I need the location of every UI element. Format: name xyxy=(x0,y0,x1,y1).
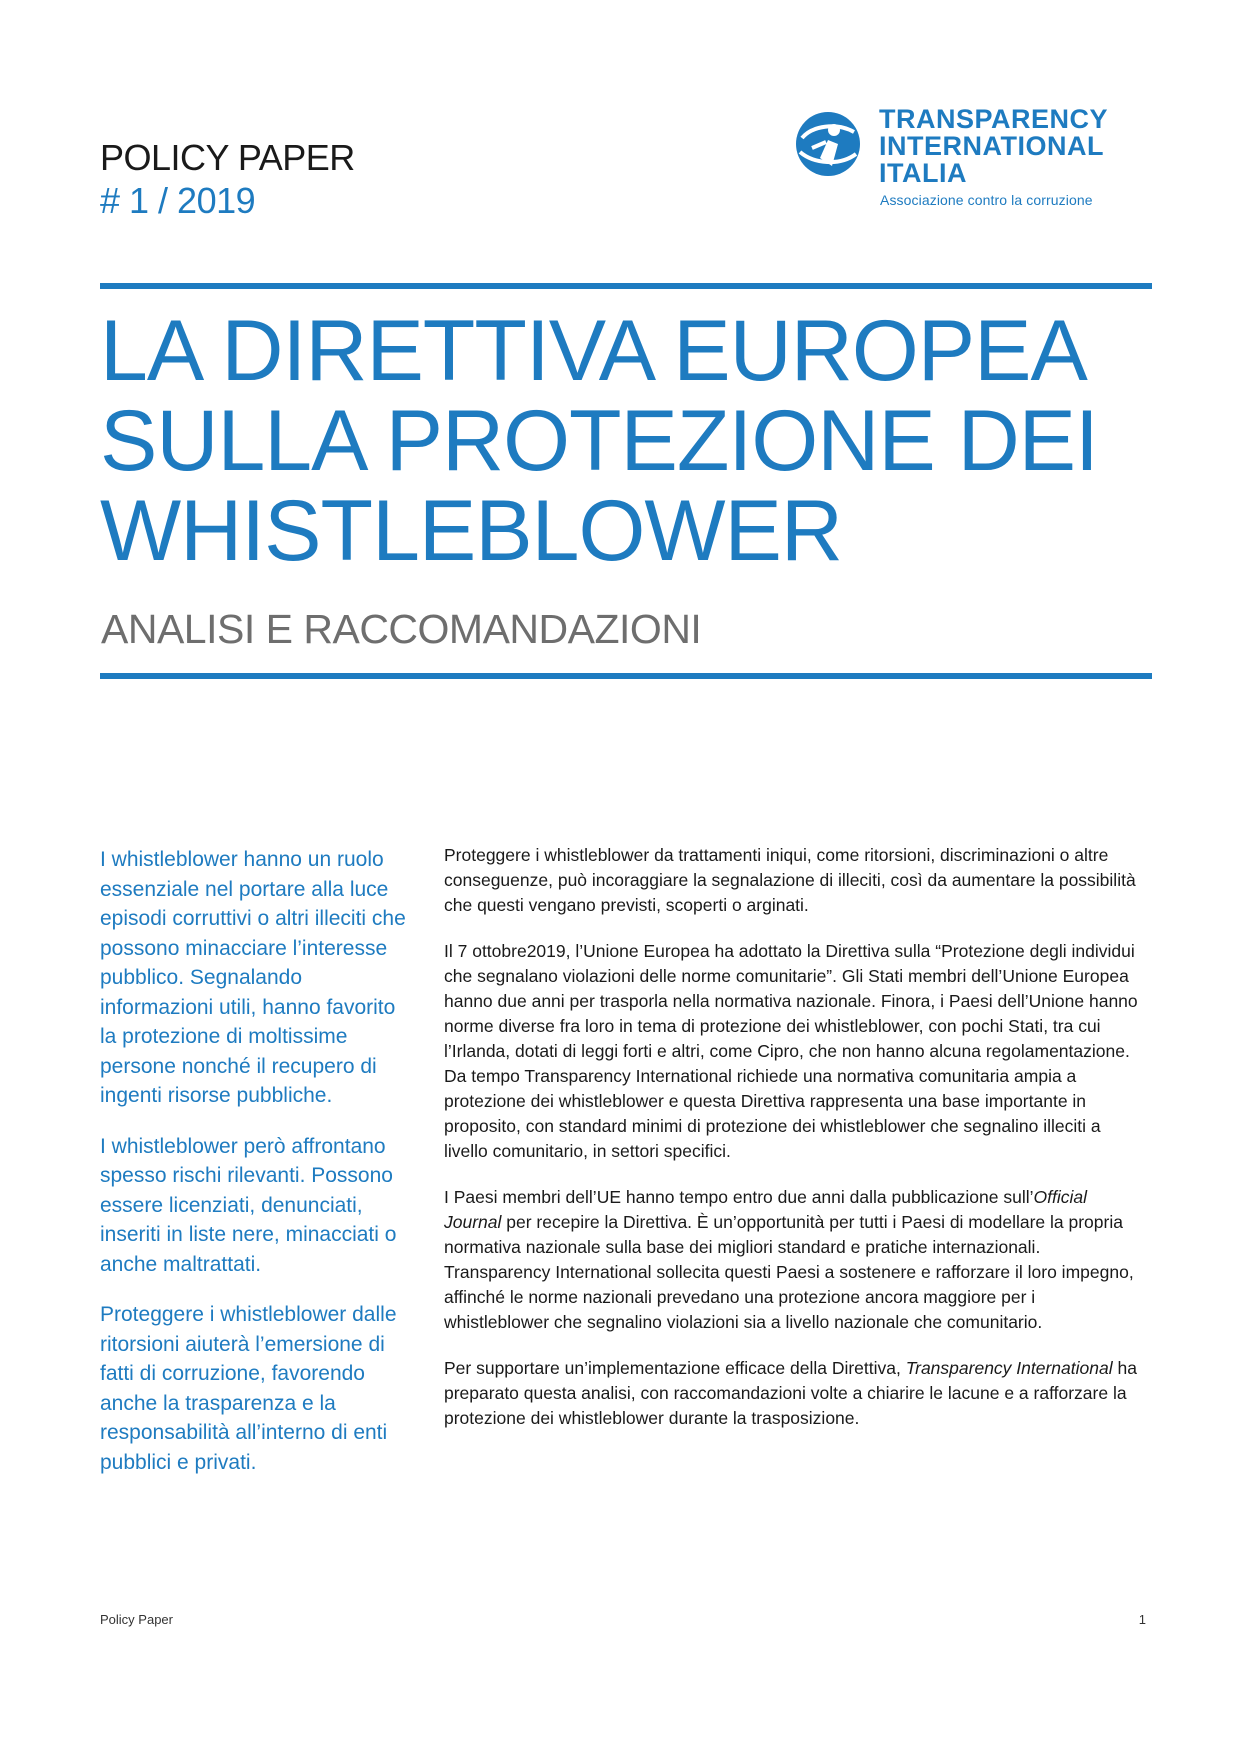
organization-name xyxy=(879,106,1108,187)
issue-number: # 1 / 2019 xyxy=(100,180,256,221)
sidebar-paragraph: Proteggere i whistleblower dalle ritorsioni aiuterà l’emersione di fatti di corruzione, favorendo anche la trasparenza e la responsabilità all’interno di enti pubblici e privati. xyxy=(100,1303,397,1474)
organization-tagline: Associazione contro la corruzione xyxy=(880,192,1093,208)
main-body-text xyxy=(444,843,1144,1452)
page-number: 1 xyxy=(1138,1612,1146,1627)
body-text: per recepire la Direttiva. È un’opportunità per tutti i Paesi di modellare la propria normativa nazionale sulla base dei migliori standard e pratiche internazionali. Transparency International sollecita questi Paesi a sostenere e rafforzare il loro impegno, affinché le norme nazionali prevedano una protezione ancora maggiore per i whistleblower che segnalino violazioni sia a livello nazionale che comunitario. xyxy=(444,1212,1134,1332)
italic-term: Transparency International xyxy=(905,1358,1113,1378)
body-paragraph-3 xyxy=(444,1185,1144,1335)
title-line-1: LA DIRETTIVA EUROPEA xyxy=(100,303,1087,399)
body-text: ha preparato questa analisi, con raccomandazioni volte a chiarire le lacune e a rafforzare la protezione dei whistleblower durante la trasposizione. xyxy=(444,1358,1137,1428)
series-label: POLICY PAPER xyxy=(100,137,355,178)
body-text: I Paesi membri dell’UE hanno tempo entro due anni dalla pubblicazione sull’ xyxy=(444,1187,1034,1207)
org-line-3: ITALIA xyxy=(879,158,967,188)
title-line-3: WHISTLEBLOWER xyxy=(100,483,842,579)
org-line-2: INTERNATIONAL xyxy=(879,131,1104,161)
footer-label: Policy Paper xyxy=(100,1612,173,1627)
policy-header xyxy=(100,136,355,222)
page-subtitle: ANALISI E RACCOMANDAZIONI xyxy=(101,606,702,652)
body-paragraph-4 xyxy=(444,1356,1144,1431)
body-paragraph-1: Proteggere i whistleblower da trattamenti iniqui, come ritorsioni, discriminazioni o altre conseguenze, può incoraggiare la segnalazione di illeciti, così da aumentare la possibilità che questi vengano previsti, scoperti o arginati. xyxy=(444,845,1136,915)
highlight-sidebar xyxy=(100,845,412,1498)
bottom-divider xyxy=(100,673,1152,679)
org-line-1: TRANSPARENCY xyxy=(879,104,1109,134)
sidebar-paragraph: I whistleblower hanno un ruolo essenziale nel portare alla luce episodi corruttivi o altri illeciti che possono minacciare l’interesse pubblico. Segnalando informazioni utili, hanno favorito la protezione di moltissime persone nonché il recupero di ingenti risorse pubbliche. xyxy=(100,848,406,1107)
italic-term: Official Journal xyxy=(444,1187,1087,1232)
sidebar-paragraph: I whistleblower però affrontano spesso rischi rilevanti. Possono essere licenziati, denunciati, inseriti in liste nere, minacciati o anche maltrattati. xyxy=(100,1134,397,1276)
body-text: Per supportare un’implementazione efficace della Direttiva, xyxy=(444,1358,906,1378)
top-divider xyxy=(100,283,1152,289)
title-line-2: SULLA PROTEZIONE DEI xyxy=(100,393,1098,489)
body-paragraph-2: Il 7 ottobre2019, l’Unione Europea ha adottato la Direttiva sulla “Protezione degli individui che segnalano violazioni delle norme comunitarie”. Gli Stati membri dell’Unione Europea hanno due anni per trasporla nella normativa nazionale. Finora, i Paesi dell’Unione hanno norme diverse fra loro in tema di protezione dei whistleblower, con pochi Stati, tra cui l’Irlanda, dotati di leggi forti e altri, come Cipro, che non hanno alcuna regolamentazione. Da tempo Transparency International richiede una normativa comunitaria ampia a protezione dei whistleblower e questa Direttiva rappresenta una base importante in proposito, con standard minimi di protezione dei whistleblower che segnalino illeciti a livello comunitario, in settori specifici. xyxy=(444,941,1138,1161)
page-title xyxy=(100,303,1160,579)
transparency-globe-icon xyxy=(792,108,864,180)
organization-logo xyxy=(792,106,1112,216)
